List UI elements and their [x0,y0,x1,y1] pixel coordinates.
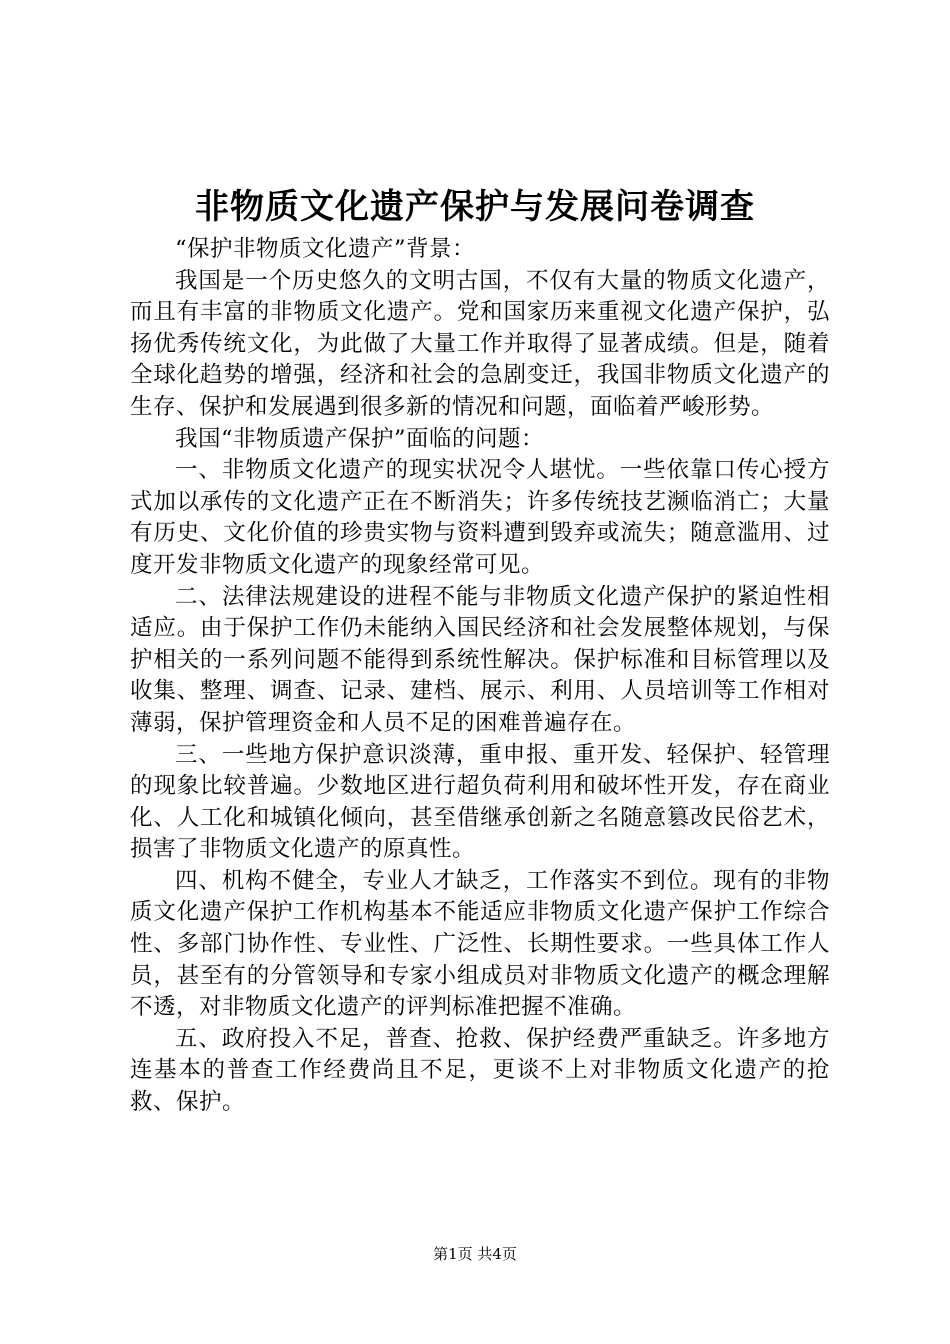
page-number-footer: 第1页 共4页 [433,1245,517,1263]
paragraph-background-text: 我国是一个历史悠久的文明古国，不仅有大量的物质文化遗产，而且有丰富的非物质文化遗产。党和国家历来重视文化遗产保护，弘扬优秀传统文化，为此做了大量工作并取得了显著成绩。但是，随着全球化趋势的增强，经济和社会的急剧变迁，我国非物质文化遗产的生存、保护和发展遇到很多新的情况和问题，面临着严峻形势。 [130,267,830,420]
document-body [130,234,830,1119]
paragraph-problem-1: 一、非物质文化遗产的现实状况令人堪忧。一些依靠口传心授方式加以承传的文化遗产正在不断消失；许多传统技艺濒临消亡；大量有历史、文化价值的珍贵实物与资料遭到毁弃或流失；随意滥用、过度开发非物质文化遗产的现象经常可见。 [130,457,830,578]
document-title: 非物质文化遗产保护与发展问卷调查 [195,187,755,227]
paragraph-problems-heading: 我国“非物质遗产保护”面临的问题： [175,425,545,452]
paragraph-problem-5: 五、政府投入不足，普查、抢救、保护经费严重缺乏。许多地方连基本的普查工作经费尚且不足，更谈不上对非物质文化遗产的抢救、保护。 [130,1025,830,1116]
paragraph-problem-4: 四、机构不健全，专业人才缺乏，工作落实不到位。现有的非物质文化遗产保护工作机构基本不能适应非物质文化遗产保护工作综合性、多部门协作性、专业性、广泛性、长期性要求。一些具体工作人员，甚至有的分管领导和专家小组成员对非物质文化遗产的概念理解不透，对非物质文化遗产的评判标准把握不准确。 [130,867,830,1021]
paragraph-problem-3: 三、一些地方保护意识淡薄，重申报、重开发、轻保护、轻管理的现象比较普遍。少数地区进行超负荷利用和破坏性开发，存在商业化、人工化和城镇化倾向，甚至借继承创新之名随意篡改民俗艺术，损害了非物质文化遗产的原真性。 [130,741,830,863]
paragraph-background-heading: “保护非物质文化遗产”背景： [175,236,476,262]
paragraph-problem-2: 二、法律法规建设的进程不能与非物质文化遗产保护的紧迫性相适应。由于保护工作仍未能纳入国民经济和社会发展整体规划，与保护相关的一系列问题不能得到系统性解决。保护标准和目标管理以及收集、整理、调查、记录、建档、展示、利用、人员培训等工作相对薄弱，保护管理资金和人员不足的困难普遍存在。 [130,583,830,736]
